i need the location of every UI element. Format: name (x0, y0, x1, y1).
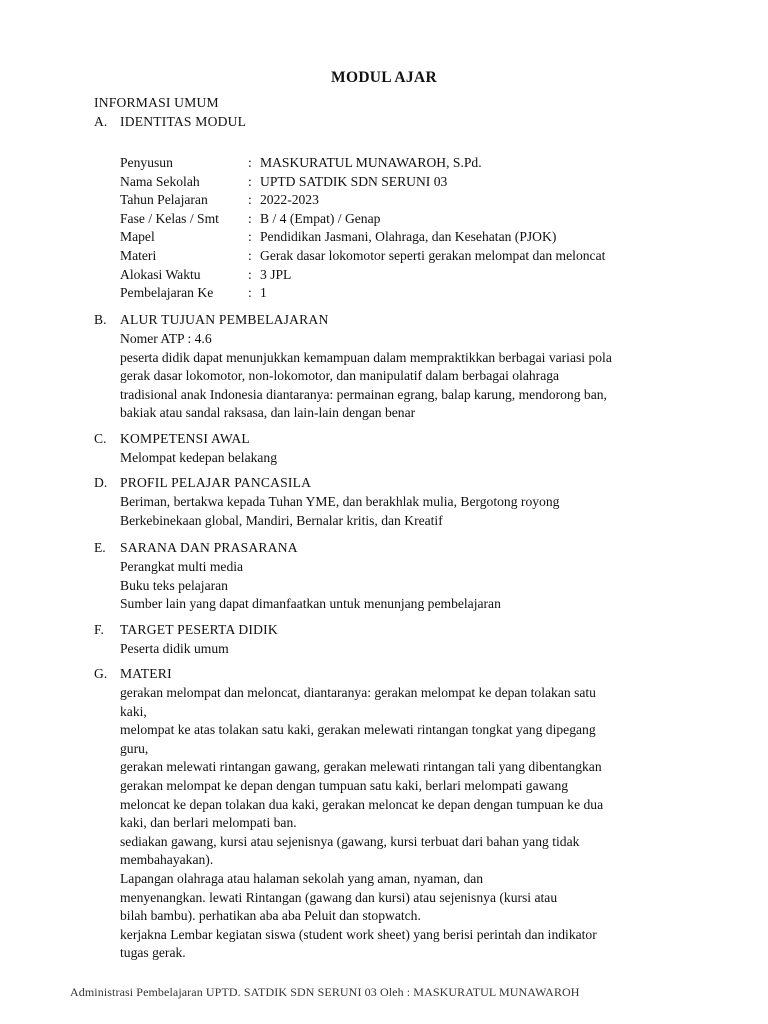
section-letter: E. (94, 540, 106, 555)
section-letter: C. (94, 431, 107, 446)
body-line: tugas gerak. (120, 945, 186, 961)
body-line: gerakan melewati rintangan gawang, gerakan melewati rintangan tali yang dibentangkan (120, 759, 602, 775)
section-heading: ALUR TUJUAN PEMBELAJARAN (120, 312, 329, 327)
body-line: Perangkat multi media (120, 559, 244, 574)
identitas-colon: : (248, 285, 252, 301)
identitas-value: 3 JPL (260, 266, 292, 282)
body-line: bilah bambu). perhatikan aba aba Peluit dan stopwatch. (120, 908, 421, 924)
section-body (120, 330, 694, 423)
body-line: peserta didik dapat menunjukkan kemampuan dalam mempraktikkan berbagai variasi pola (120, 349, 612, 365)
section-body (120, 493, 694, 530)
identitas-label: Mapel (120, 229, 155, 245)
identitas-label: Tahun Pelajaran (120, 192, 208, 208)
body-line: gerakan melompat ke depan dengan tumpuan satu kaki, berlari melompati gawang (120, 777, 569, 793)
body-line: bakiak atau sandal raksasa, dan lain-lain dengan benar (120, 405, 416, 421)
identitas-value: MASKURATUL MUNAWAROH, S.Pd. (260, 155, 482, 170)
identitas-colon: : (248, 266, 252, 282)
body-line: kerjakna Lembar kegiatan siswa (student work sheet) yang berisi perintah dan indikator (120, 926, 597, 942)
identitas-colon: : (248, 173, 252, 189)
identitas-colon: : (248, 247, 252, 263)
section-heading: MATERI (120, 666, 172, 681)
body-line: Buku teks pelajaran (120, 577, 228, 593)
identitas-colon: : (248, 192, 252, 208)
body-line: gerak dasar lokomotor, non-lokomotor, dan manipulatif dalam berbagai olahraga (120, 368, 560, 384)
section-heading: PROFIL PELAJAR PANCASILA (120, 475, 312, 490)
body-line: Beriman, bertakwa kepada Tuhan YME, dan berakhlak mulia, Bergotong royong (120, 494, 560, 509)
identitas-value: Gerak dasar lokomotor seperti gerakan melompat dan meloncat (260, 247, 606, 263)
identitas-label: Alokasi Waktu (120, 266, 201, 282)
body-line: Peserta didik umum (120, 641, 229, 656)
section-letter: D. (94, 475, 108, 490)
body-line: meloncat ke depan tolakan dua kaki, gerakan meloncat ke depan dengan tumpuan ke dua (120, 796, 604, 812)
body-line: Lapangan olahraga atau halaman sekolah yang aman, nyaman, dan (120, 870, 484, 886)
identitas-label: Nama Sekolah (120, 173, 200, 189)
section-letter: F. (94, 622, 104, 637)
body-line: kaki, dan berlari melompati ban. (120, 815, 297, 831)
body-line: sediakan gawang, kursi atau sejenisnya (gawang, kursi terbuat dari bahan yang tidak (120, 833, 580, 849)
section-heading: TARGET PESERTA DIDIK (120, 622, 278, 637)
body-line: gerakan melompat dan meloncat, diantaranya: gerakan melompat ke depan tolakan satu (120, 685, 596, 700)
section-letter: G. (94, 666, 108, 681)
body-line: menyenangkan. lewati Rintangan (gawang dan kursi) atau sejenisnya (kursi atau (120, 889, 558, 905)
identitas-value: UPTD SATDIK SDN SERUNI 03 (260, 173, 448, 189)
identitas-value: 2022-2023 (260, 192, 319, 208)
identitas-value: Pendidikan Jasmani, Olahraga, dan Kesehatan (PJOK) (260, 229, 557, 245)
section-body (120, 684, 694, 963)
section-body (120, 558, 694, 614)
body-line: tradisional anak Indonesia diantaranya: permainan egrang, balap karung, mendorong ban, (120, 386, 607, 402)
identitas-colon: : (248, 229, 252, 245)
identitas-value: 1 (260, 285, 267, 301)
section-heading: KOMPETENSI AWAL (120, 431, 250, 446)
identitas-colon: : (248, 155, 252, 170)
section-a-letter: A. (94, 114, 108, 129)
body-line: Melompat kedepan belakang (120, 450, 278, 465)
body-line: membahayakan). (120, 852, 214, 868)
identitas-value: B / 4 (Empat) / Genap (260, 210, 381, 226)
body-line: Nomer ATP : 4.6 (120, 331, 212, 346)
section-body (120, 449, 694, 468)
identitas-label: Materi (120, 247, 157, 263)
document-title: MODUL AJAR (331, 69, 437, 86)
section-heading: SARANA DAN PRASARANA (120, 540, 298, 555)
section-letter: B. (94, 312, 107, 327)
identitas-label: Fase / Kelas / Smt (120, 210, 219, 226)
section-body (120, 640, 694, 659)
identitas-colon: : (248, 210, 252, 226)
body-line: Sumber lain yang dapat dimanfaatkan untuk menunjang pembelajaran (120, 596, 501, 612)
identitas-label: Penyusun (120, 155, 173, 170)
body-line: kaki, (120, 703, 147, 719)
section-a-heading: IDENTITAS MODUL (120, 114, 247, 129)
page-footer: Administrasi Pembelajaran UPTD. SATDIK SDN SERUNI 03 Oleh : MASKURATUL MUNAWAROH (70, 985, 580, 999)
info-umum-heading: INFORMASI UMUM (94, 95, 219, 110)
body-line: Berkebinekaan global, Mandiri, Bernalar kritis, dan Kreatif (120, 512, 443, 528)
identitas-label: Pembelajaran Ke (120, 285, 214, 301)
body-line: guru, (120, 740, 149, 756)
body-line: melompat ke atas tolakan satu kaki, gerakan melewati rintangan tongkat yang dipegang (120, 722, 596, 738)
